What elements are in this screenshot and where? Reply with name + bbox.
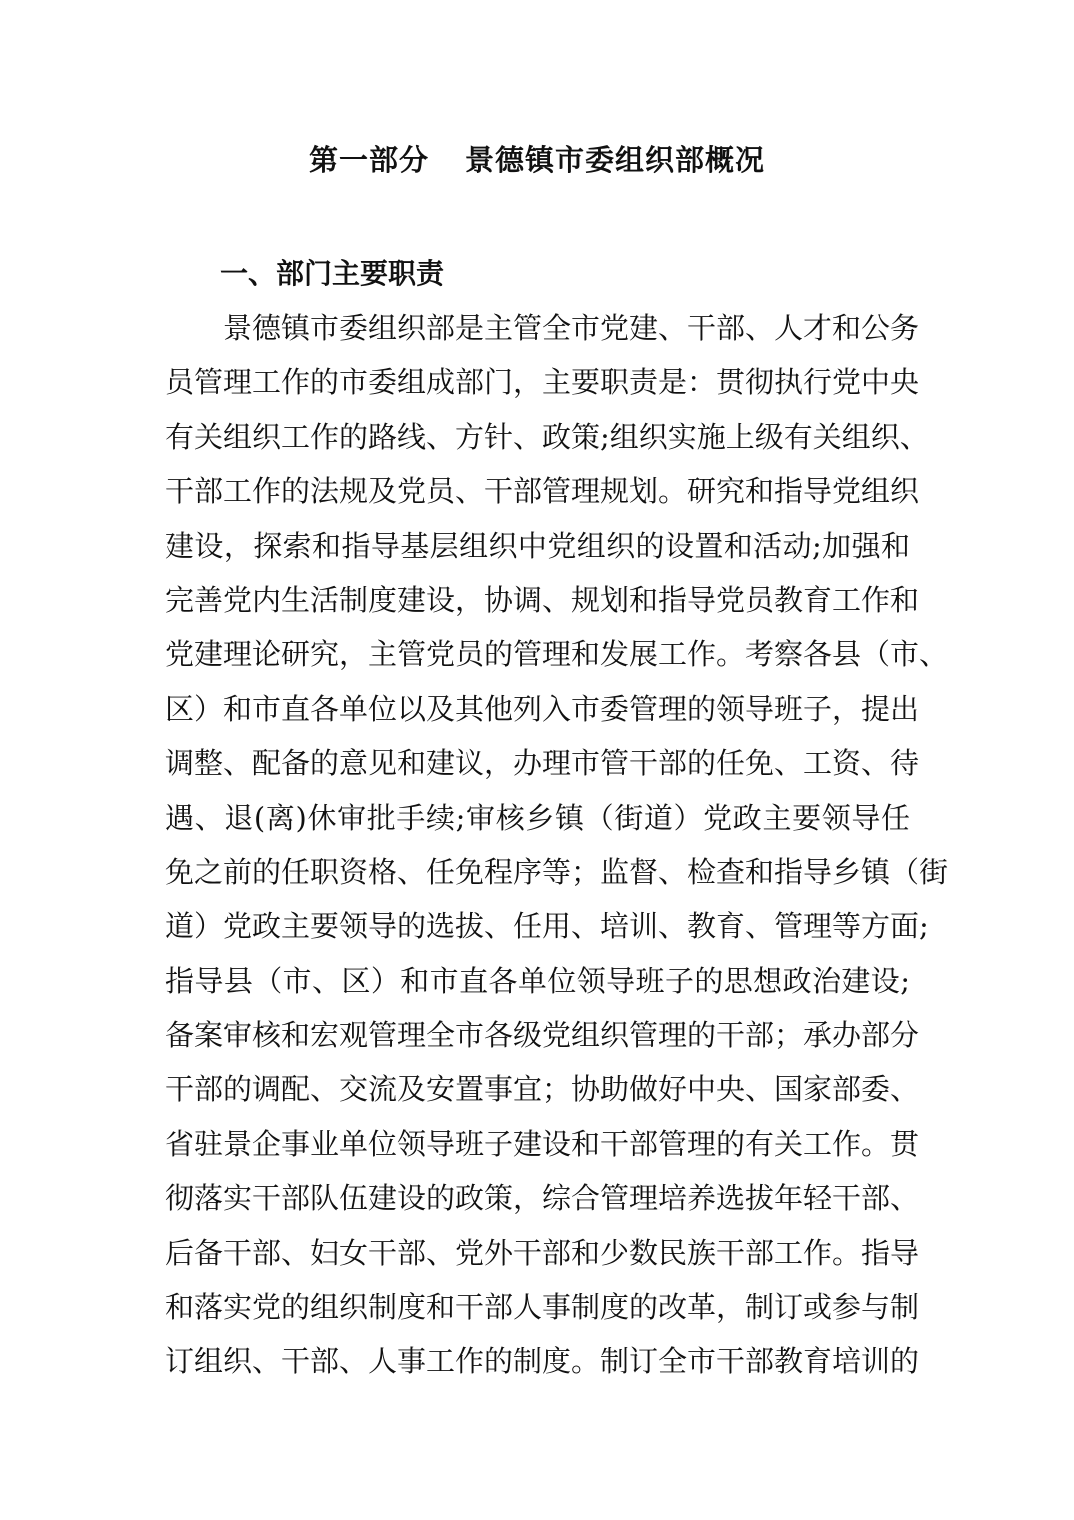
body-line: 景德镇市委组织部是主管全市党建、干部、人才和公务	[223, 311, 920, 345]
body-line: 指导县（市、区）和市直各单位领导班子的思想政治建设;	[165, 963, 910, 998]
body-line: 干部工作的法规及党员、干部管理规划。研究和指导党组织	[165, 474, 920, 509]
body-line: 建设，探索和指导基层组织中党组织的设置和活动;加强和	[165, 528, 910, 563]
page-title	[0, 138, 1074, 179]
body-line: 有关组织工作的路线、方针、政策;组织实施上级有关组织、	[165, 419, 929, 454]
body-line: 和落实党的组织制度和干部人事制度的改革，制订或参与制	[165, 1290, 920, 1325]
body-line: 调整、配备的意见和建议，办理市管干部的任免、工资、待	[165, 746, 920, 781]
body-line: 道）党政主要领导的选拔、任用、培训、教育、管理等方面;	[165, 909, 929, 944]
body-line: 订组织、干部、人事工作的制度。制订全市干部教育培训的	[165, 1344, 920, 1379]
body-line: 干部的调配、交流及安置事宜；协助做好中央、国家部委、	[165, 1072, 920, 1107]
body-line: 遇、退(离)休审批手续;审核乡镇（街道）党政主要领导任	[165, 800, 910, 835]
body-line: 完善党内生活制度建设，协调、规划和指导党员教育工作和	[165, 582, 920, 617]
body-line: 省驻景企事业单位领导班子建设和干部管理的有关工作。贯	[165, 1126, 920, 1161]
body-line: 员管理工作的市委组成部门，主要职责是：贯彻执行党中央	[165, 365, 920, 400]
body-line: 后备干部、妇女干部、党外干部和少数民族干部工作。指导	[165, 1235, 920, 1270]
title-name: 景德镇市委组织部概况	[465, 143, 766, 177]
section-heading: 一、部门主要职责	[220, 257, 445, 290]
body-line: 备案审核和宏观管理全市各级党组织管理的干部；承办部分	[165, 1018, 920, 1053]
body-paragraph	[165, 301, 949, 1389]
body-line: 区）和市直各单位以及其他列入市委管理的领导班子，提出	[165, 691, 920, 726]
body-line: 党建理论研究，主管党员的管理和发展工作。考察各县（市、	[165, 637, 949, 672]
body-line: 彻落实干部队伍建设的政策，综合管理培养选拔年轻干部、	[165, 1181, 920, 1216]
title-part: 第一部分	[308, 143, 429, 177]
body-line: 免之前的任职资格、任免程序等；监督、检查和指导乡镇（街	[165, 854, 949, 889]
